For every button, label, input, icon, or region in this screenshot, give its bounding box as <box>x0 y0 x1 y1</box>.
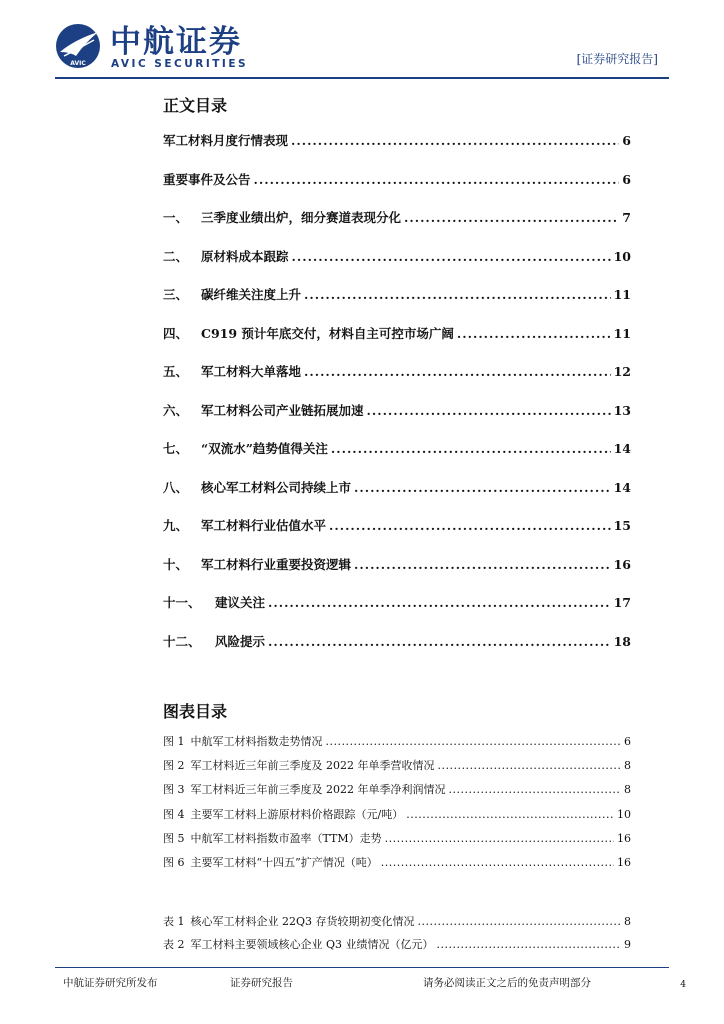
footer-divider <box>55 967 669 968</box>
toc-entry-title: 碳纤维关注度上升 <box>201 287 302 302</box>
table-entry-title: 核心军工材料企业 22Q3 存货较期初变化情况 <box>190 915 415 928</box>
toc-entry[interactable] <box>163 593 631 611</box>
toc-entry-page: 10 <box>613 248 631 264</box>
toc-entry-title: 军工材料行业重要投资逻辑 <box>201 556 352 572</box>
toc-entry-page: 6 <box>622 171 631 187</box>
figure-entry[interactable] <box>163 781 631 797</box>
dot-leader <box>268 595 611 610</box>
dot-leader <box>254 172 620 187</box>
toc-entry[interactable] <box>163 516 631 534</box>
toc-entry[interactable] <box>163 285 631 303</box>
toc-entry-page: 7 <box>622 210 631 225</box>
dot-leader <box>381 856 614 869</box>
dot-leader <box>404 210 619 225</box>
figure-entry-page: 8 <box>624 783 631 797</box>
toc-entry-number: 三、 <box>163 287 189 302</box>
dot-leader <box>367 403 611 418</box>
dot-leader <box>437 938 621 951</box>
figure-entry[interactable] <box>163 757 631 773</box>
toc-entry-number: 二、 <box>163 248 189 264</box>
toc-entry-page: 11 <box>613 287 631 302</box>
dot-leader <box>331 441 611 456</box>
toc-entry[interactable] <box>163 401 631 419</box>
figure-entry-title: 中航军工材料指数走势情况 <box>190 735 323 748</box>
toc-entry-page: 12 <box>613 364 631 379</box>
dot-leader <box>292 249 611 264</box>
figure-entry-page: 16 <box>617 831 631 845</box>
avic-emblem-icon <box>54 22 102 70</box>
page-number: 4 <box>680 980 686 990</box>
logo-english-name: AVIC SECURITIES <box>111 58 249 70</box>
toc-entry[interactable] <box>163 478 631 496</box>
toc-entry-page: 17 <box>613 595 631 610</box>
table-entry[interactable] <box>163 936 631 952</box>
toc-entry[interactable] <box>163 170 631 188</box>
toc-title: 正文目录 <box>163 96 228 115</box>
toc-entry[interactable] <box>163 439 631 457</box>
dot-leader <box>329 518 611 533</box>
table-entry-number: 表 2 <box>163 938 185 951</box>
dot-leader <box>268 634 611 649</box>
figure-entry-title: 中航军工材料指数市盈率（TTM）走势 <box>190 831 382 845</box>
figure-entry[interactable] <box>163 806 631 822</box>
figure-entry-number: 图 5 <box>163 831 185 845</box>
figure-entry-page: 10 <box>617 807 631 821</box>
toc-entry-title: 重要事件及公告 <box>163 171 251 187</box>
page-header <box>0 0 724 85</box>
toc-entry-title: 风险提示 <box>215 633 266 649</box>
logo-chinese-name: 中航证券 <box>110 24 242 60</box>
toc-entry-title: C919 预计年底交付，材料自主可控市场广阔 <box>201 325 454 341</box>
table-entry-page: 9 <box>624 938 631 951</box>
toc-entry-title: 核心军工材料公司持续上市 <box>201 479 352 495</box>
figure-entry-number: 图 1 <box>163 735 185 748</box>
table-entry-page: 8 <box>624 915 631 928</box>
avic-badge-text: AVIC <box>70 60 86 67</box>
footer-publisher: 中航证券研究所发布 <box>63 977 158 989</box>
toc-entry-page: 14 <box>613 479 631 495</box>
figure-entry[interactable] <box>163 830 631 846</box>
figure-entry-page: 8 <box>624 759 631 773</box>
report-type-tag: [证券研究报告] <box>576 52 658 66</box>
toc-entry-number: 一、 <box>163 210 189 225</box>
avic-securities-logo <box>52 20 252 72</box>
figure-entry-page: 6 <box>624 735 631 748</box>
figure-entry[interactable] <box>163 854 631 870</box>
dot-leader <box>354 480 611 495</box>
toc-entry-page: 6 <box>622 133 631 148</box>
figure-entry-title: 主要军工材料“十四五”扩产情况（吨） <box>190 856 378 869</box>
toc-entry[interactable] <box>163 555 631 573</box>
figure-entry-title: 军工材料近三年前三季度及 2022 年单季净利润情况 <box>190 783 446 797</box>
table-entry[interactable] <box>163 913 631 929</box>
toc-entry-title: 原材料成本跟踪 <box>201 248 289 264</box>
toc-entry[interactable] <box>163 131 631 149</box>
toc-entry[interactable] <box>163 247 631 265</box>
dot-leader <box>418 915 621 928</box>
figure-entry-number: 图 4 <box>163 807 185 821</box>
figure-entry-number: 图 6 <box>163 856 185 869</box>
figure-entry-number: 图 2 <box>163 759 185 773</box>
table-entry-title: 军工材料主要领域核心企业 Q3 业绩情况（亿元） <box>190 938 434 951</box>
dot-leader <box>457 326 611 341</box>
figure-entry-title: 主要军工材料上游原材料价格跟踪（元/吨） <box>190 807 404 821</box>
dot-leader <box>326 735 622 748</box>
toc-entry-title: 军工材料大单落地 <box>201 364 302 379</box>
toc-entry-title: 军工材料行业估值水平 <box>201 518 327 533</box>
toc-entry-number: 九、 <box>163 518 189 533</box>
figure-entry[interactable] <box>163 733 631 749</box>
toc-entry[interactable] <box>163 362 631 380</box>
toc-entry-page: 18 <box>613 633 631 649</box>
toc-entry[interactable] <box>163 208 631 226</box>
toc-entry[interactable] <box>163 632 631 650</box>
toc-entry-title: 军工材料月度行情表现 <box>163 133 289 148</box>
toc-entry-number: 七、 <box>163 441 189 456</box>
figure-entry-title: 军工材料近三年前三季度及 2022 年单季营收情况 <box>190 759 435 773</box>
toc-entry-number: 十二、 <box>163 633 201 649</box>
figures-title: 图表目录 <box>163 702 228 721</box>
toc-entry-title: 建议关注 <box>215 595 266 610</box>
header-divider <box>55 77 669 79</box>
footer-doc-type: 证券研究报告 <box>230 977 293 989</box>
dot-leader <box>304 364 611 379</box>
toc-entry[interactable] <box>163 324 631 342</box>
dot-leader <box>406 808 614 821</box>
footer-disclaimer: 请务必阅读正文之后的免责声明部分 <box>423 977 591 989</box>
dot-leader <box>385 832 614 845</box>
toc-entry-number: 十、 <box>163 556 189 572</box>
toc-entry-page: 15 <box>613 518 631 533</box>
dot-leader <box>304 287 611 302</box>
dot-leader <box>354 557 611 572</box>
dot-leader <box>291 133 619 148</box>
toc-entry-title: “双流水”趋势值得关注 <box>201 441 328 456</box>
toc-entry-page: 13 <box>613 402 631 418</box>
toc-entry-number: 八、 <box>163 479 189 495</box>
toc-entry-page: 16 <box>613 556 631 572</box>
toc-entry-number: 四、 <box>163 325 189 341</box>
toc-entry-number: 五、 <box>163 364 189 379</box>
toc-entry-title: 三季度业绩出炉，细分赛道表现分化 <box>201 210 402 225</box>
toc-entry-title: 军工材料公司产业链拓展加速 <box>201 402 364 418</box>
figure-entry-number: 图 3 <box>163 783 185 797</box>
toc-entry-page: 11 <box>613 325 631 341</box>
toc-entry-number: 六、 <box>163 402 189 418</box>
toc-entry-number: 十一、 <box>163 595 201 610</box>
table-entry-number: 表 1 <box>163 915 185 928</box>
dot-leader <box>438 759 622 772</box>
figure-entry-page: 16 <box>617 856 631 869</box>
toc-entry-page: 14 <box>613 441 631 456</box>
dot-leader <box>449 783 622 796</box>
